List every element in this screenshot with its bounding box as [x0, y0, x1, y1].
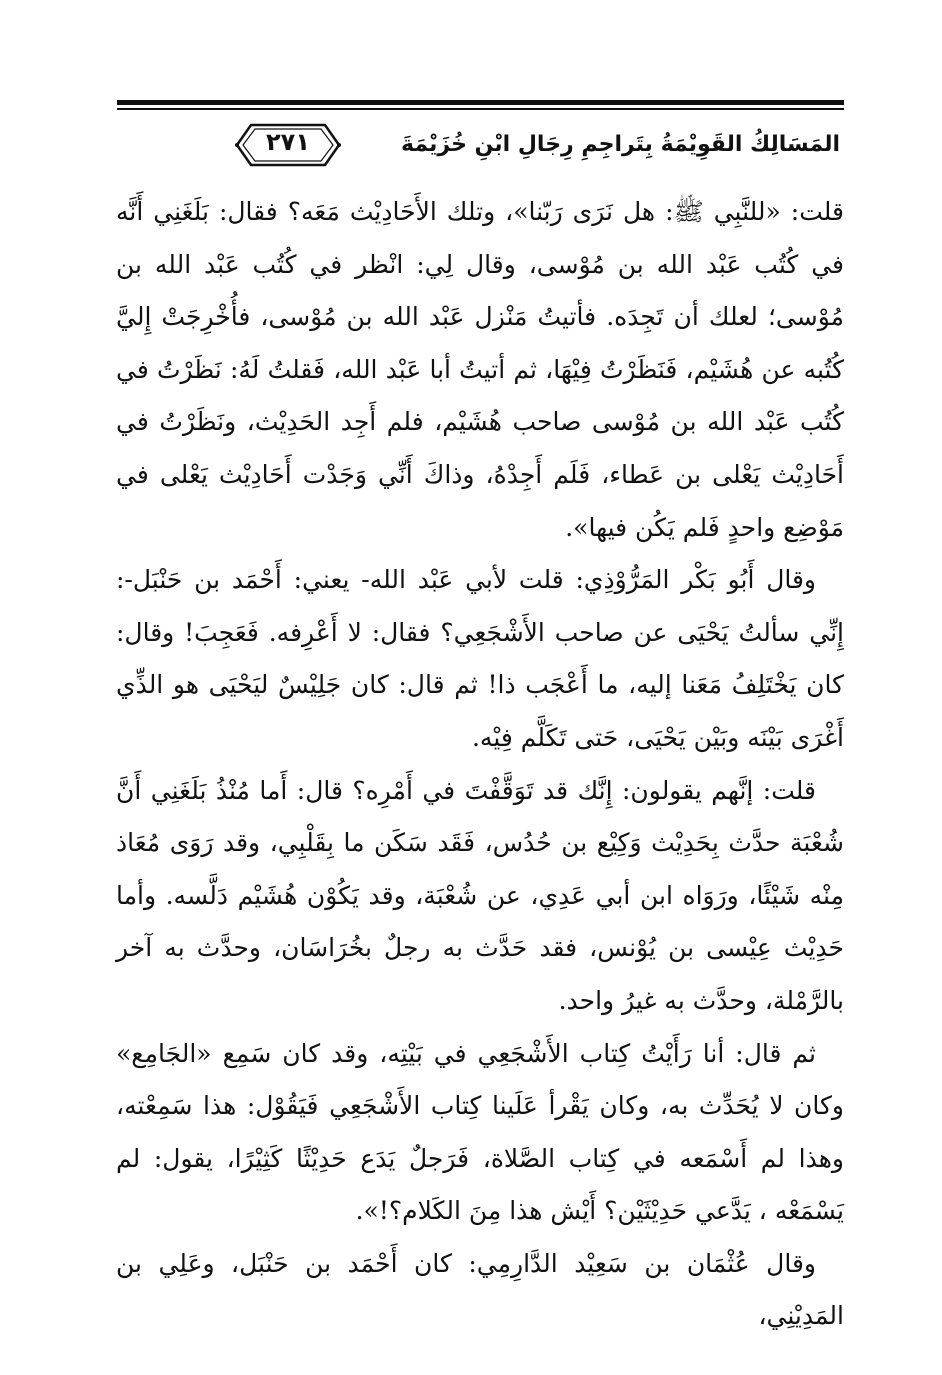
page-number: ٢٧١: [266, 128, 310, 156]
page-number-frame: [233, 121, 343, 169]
paragraph: وقال أَبُو بَكْر المَرُّوْذِي: قلت لأبي عَبْد الله- يعني: أَحْمَد بن حَنْبَل-: إِنِّي سألتُ يَحْيَى عن صاحب الأَشْجَعِي؟ فقال: لا أَعْرِفه. فَعَجِبَ! وقال: كان يَخْتَلِفُ مَعَنا إليه، ما أَعْجَب ذا! ثم قال: كان جَلِيْسٌ ليَحْيَى هو الذِّي أَغْرَى بَيْنَه وبَيْن يَحْيَى، حَتى تَكَلَّم فِيْه.: [116, 565, 844, 752]
paragraph: قلت: «للنَّبِي ﷺ: هل نَرَى رَبّنا»، وتلك الأَحَادِيْث مَعَه؟ فقال: بَلَغَنِي أَنَّه في كُتُب عَبْد الله بن مُوْسى، وقال لِي: انْظر في كُتُب عَبْد الله بن مُوْسى؛ لعلك أن تَجِدَه. فأتيتُ مَنْزل عَبْد الله بن مُوْسى، فأُخْرِجَتْ إِليَّ كُتُبه عن هُشَيْم، فَنَظَرْتُ فِيْهَا، ثم أتيتُ أبا عَبْد الله، فَقلتُ لَهُ: نَظَرْتُ في كُتُب عَبْد الله بن مُوْسى صاحب هُشَيْم، فلم أَجِد الحَدِيْث، ونَظَرْتُ في أَحَادِيْث يَعْلى بن عَطاء، فَلَم أَجِدْهُ، وذاكَ أَنِّي وَجَدْت أَحَادِيْث يَعْلى في مَوْضِع واحدٍ فَلم يَكُن فيها».: [116, 197, 844, 542]
paragraph: وقال عُثْمَان بن سَعِيْد الدَّارِمِي: كان أَحْمَد بن حَنْبَل، وعَلِي بن المَدِيْنِي،: [116, 1248, 844, 1331]
paragraph: ثم قال: أنا رَأَيْتُ كِتاب الأَشْجَعِي في بَيْتِه، وقد كان سَمِع «الجَامِع» وكان لا يُحَدِّث به، وكان يَقْرأ عَلَينا كِتاب الأَشْجَعِي فَيَقُوْل: هذا سَمِعْته، وهذا لم أَسْمَعه في كِتاب الصَّلاة، فَرَجلٌ يَدَع حَدِيْثًا كَثِيْرًا، يقول: لم يَسْمَعْه ، يَدَّعي حَدِيْثَيْن؟ أَيْش هذا مِنَ الكَلام؟!».: [116, 1038, 844, 1226]
paragraph: قلت: إنَّهم يقولون: إِنَّك قد تَوَقَّفْتَ في أَمْرِه؟ قال: أَما مُنْذُ بَلَغَنِي أَنَّ شُعْبَة حدَّث بِحَدِيْث وَكِيْع بن حُدُس، فَقَد سَكَن ما بِقَلْبِي، وقد رَوَى مُعَاذ مِنْه شَيْئًا، ورَوَاه ابن أبي عَدِي، عن شُعْبَة، وقد يَكُوْن هُشَيْم دَلَّسه. وأما حَدِيْث عِيْسى بن يُوْنس، فقد حَدَّث به رجلٌ بخُرَاسَان، وحدَّث به آخر بالرَّمْلة، وحدَّث به غيرُ واحد.: [116, 775, 844, 1015]
header-rule-thick: [117, 100, 844, 105]
header-rule-thin: [117, 108, 844, 110]
page-header: [117, 94, 844, 174]
page-body: [116, 186, 844, 1343]
book-title: المَسَالِكُ القَوِيْمَةُ بِتَراجِمِ رِجَالِ ابْنِ خُزَيْمَةَ: [401, 132, 840, 157]
